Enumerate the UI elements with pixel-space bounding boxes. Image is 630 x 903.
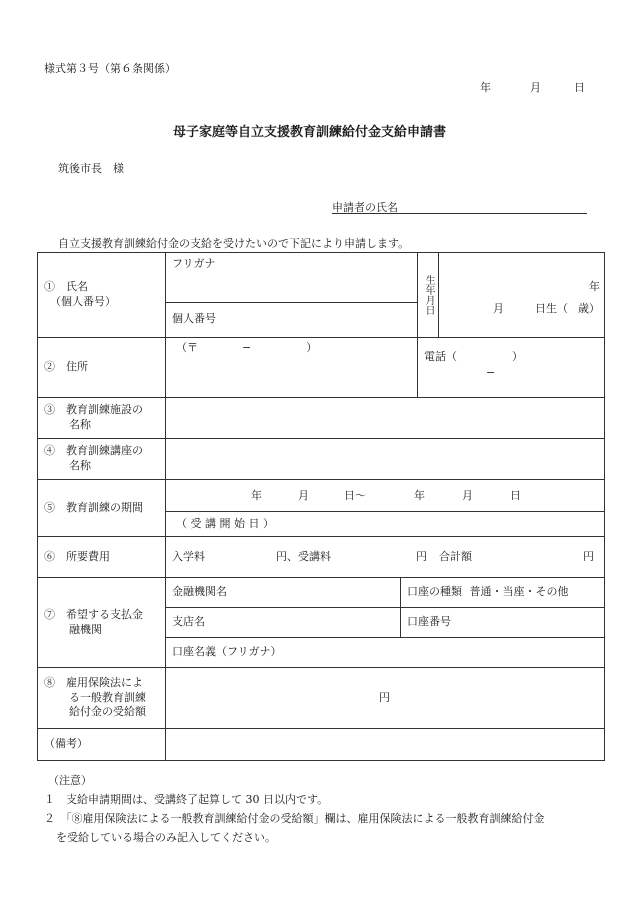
- facility-name-field[interactable]: [166, 398, 605, 439]
- my-number-field[interactable]: [166, 302, 418, 337]
- bank-label-line1: ⑦ 希望する支払金: [44, 607, 143, 621]
- page-title: 母子家庭等自立支援教育訓練給付金支給申請書: [173, 125, 447, 140]
- account-number-field[interactable]: [401, 608, 605, 638]
- name-label: ① 氏名: [44, 280, 88, 294]
- employment-label-line1: ⑧ 雇用保険法によ: [44, 675, 143, 689]
- bank-label-cell: [38, 578, 166, 668]
- facility-label-line2: 名称: [69, 418, 91, 431]
- intro-text: 自立支援教育訓練給付金の支給を受けたいので下記により申請します。: [58, 237, 410, 250]
- applicant-name-label: 申請者の氏名: [332, 201, 398, 214]
- period-to-day: 日: [510, 488, 521, 502]
- remarks-field[interactable]: [166, 729, 605, 761]
- account-type-options: 普通・当座・その他: [469, 585, 569, 599]
- cost-label: ⑥ 所要費用: [38, 537, 166, 578]
- row-name-furigana: [38, 253, 605, 303]
- employment-label-cell: [38, 668, 166, 729]
- account-type-field[interactable]: [401, 578, 605, 608]
- date-year-label: 年: [480, 81, 491, 94]
- notes: [44, 771, 545, 847]
- bank-label-line2: 融機関: [69, 622, 102, 636]
- course-label-line1: ④ 教育訓練講座の: [44, 444, 143, 458]
- employment-amount-field[interactable]: [166, 668, 605, 729]
- address-field[interactable]: [166, 338, 418, 398]
- period-from-month: 月: [298, 488, 309, 502]
- course-name-field[interactable]: [166, 439, 605, 480]
- account-number-label: 口座番号: [407, 615, 451, 629]
- furigana-field[interactable]: [166, 253, 418, 303]
- birthdate-label-cell: [418, 253, 439, 338]
- name-label-cell: [38, 253, 166, 338]
- period-start-note: （ 受 講 開 始 日 ）: [176, 516, 274, 530]
- total-yen: 円: [583, 549, 595, 563]
- period-from-year: 年: [251, 488, 262, 502]
- row-address: [38, 338, 605, 398]
- account-holder-field[interactable]: [166, 638, 605, 668]
- row-cost: [38, 537, 605, 578]
- facility-label-cell: [38, 398, 166, 439]
- my-number-text: 個人番号: [172, 312, 216, 326]
- birthdate-field[interactable]: [439, 253, 605, 338]
- date-day-label: 日: [574, 81, 585, 94]
- note-item-1: １ 支給申請期間は、受講終了起算して 30 日以内です。: [44, 793, 329, 806]
- address-label: ② 住所: [38, 338, 166, 398]
- course-label-cell: [38, 439, 166, 480]
- bank-name-label: 金融機関名: [172, 585, 227, 599]
- birth-age-label: 歳）: [578, 302, 601, 315]
- period-to-year: 年: [414, 488, 425, 502]
- birth-day-label: 日生（: [535, 302, 569, 315]
- period-label: ⑤ 教育訓練の期間: [38, 480, 166, 537]
- note-item-2-line2: を受給している場合のみ記入してください。: [56, 831, 276, 844]
- phone-label: 電話（ ）: [424, 350, 524, 363]
- note-item-2-line1: ２ 「⑧雇用保険法による一般教育訓練給付金の受給額」欄は、雇用保険法による一般教育訓練給付金: [44, 812, 545, 825]
- row-period-dates: [38, 480, 605, 512]
- period-start-field[interactable]: [166, 512, 605, 537]
- period-from-day: 日～: [344, 488, 366, 502]
- employment-yen: 円: [379, 690, 390, 704]
- row-remarks: [38, 729, 605, 761]
- notes-heading: （注意）: [48, 774, 92, 787]
- addressee: 筑後市長 様: [58, 162, 124, 175]
- period-dates-field[interactable]: [166, 480, 605, 512]
- row-facility: [38, 398, 605, 439]
- account-holder-label: 口座名義（フリガナ）: [172, 645, 282, 659]
- account-type-label: 口座の種類: [407, 585, 462, 599]
- my-number-label: （個人番号）: [50, 295, 116, 308]
- phone-field[interactable]: [418, 338, 605, 398]
- admission-fee-label: 入学料: [172, 549, 205, 563]
- period-to-month: 月: [462, 488, 473, 502]
- course-label-line2: 名称: [69, 459, 91, 472]
- employment-label-line2: る一般教育訓練: [69, 690, 146, 704]
- bank-name-field[interactable]: [166, 578, 401, 608]
- form-number: 様式第３号（第６条関係）: [44, 62, 176, 75]
- branch-field[interactable]: [166, 608, 401, 638]
- employment-label-line3: 給付金の受給額: [69, 705, 146, 719]
- branch-label: 支店名: [172, 615, 205, 629]
- tuition-yen: 円: [416, 549, 427, 563]
- phone-dash: −: [486, 366, 496, 379]
- birth-year-label: 年: [589, 280, 601, 293]
- remarks-label: （備考）: [38, 729, 166, 761]
- cost-field[interactable]: [166, 537, 605, 578]
- application-form-table: [37, 252, 605, 761]
- facility-label-line1: ③ 教育訓練施設の: [44, 403, 143, 417]
- birthdate-label: 生年月日: [423, 275, 435, 315]
- furigana-label: フリガナ: [172, 257, 216, 270]
- row-employment: [38, 668, 605, 729]
- date-month-label: 月: [530, 81, 541, 94]
- total-label: 合計額: [439, 549, 472, 563]
- applicant-name-field[interactable]: [332, 199, 587, 214]
- birth-month-label: 月: [493, 302, 505, 315]
- row-bank-name: [38, 578, 605, 608]
- postal-code: （〒 − ）: [176, 341, 318, 354]
- row-course: [38, 439, 605, 480]
- tuition-fee-label: 円、受講料: [276, 549, 331, 563]
